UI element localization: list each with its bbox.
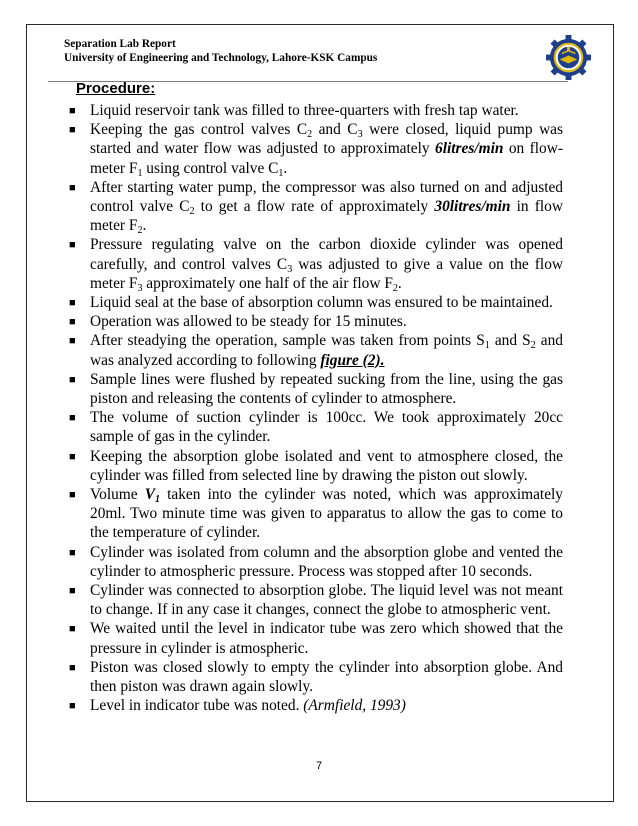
list-item: ■ The volume of suction cylinder is 100cc. We took approximately 20cc sample of gas in the cylinder. — [69, 409, 563, 446]
list-item: ■ Volume $V_1$ taken into the cylinder was noted, which was approximately 20ml. Two minute time was given to apparatus to allow the gas to come to the temperature of cylinder. — [69, 486, 564, 542]
list-item: ■ Piston was closed slowly to empty the cylinder into absorption globe. And then piston was drawn again slowly. — [69, 658, 563, 696]
list-item: ■ Pressure regulating valve on the carbon dioxide cylinder was opened carefully, and control valves $C_3$ was adjusted to give a value on the flow meter $F_3$ approximately one half of the air flow $F_2$. — [69, 236, 563, 294]
square-bullet-icon: ■ — [69, 181, 76, 194]
square-bullet-icon: ■ — [69, 623, 76, 636]
running-header — [64, 37, 377, 65]
list-item: ■ Keeping the gas control valves $C_2$ and $C_3$ were closed, liquid pump was started and water flow was adjusted to approximately 6litres/min on flow-meter $F_1$ using control valve $C_1$. — [69, 121, 564, 179]
list-item: ■ Level in indicator tube was noted. (Armfield, 1993) — [90, 696, 563, 715]
flow-rate-emphasis: 30litres/min — [434, 198, 511, 216]
square-bullet-icon: ■ — [69, 316, 76, 329]
list-item: ■ Liquid seal at the base of absorption column was ensured to be maintained. — [90, 293, 563, 312]
list-item: ■ Cylinder was connected to absorption globe. The liquid level was not meant to change. If in any case it changes, connect the globe to atmospheric vent. — [69, 582, 563, 619]
university-seal-icon — [545, 34, 592, 81]
citation: (Armfield, 1993) — [303, 697, 406, 715]
header-report-title: Separation Lab Report — [64, 38, 176, 50]
page-number: 7 — [315, 760, 323, 772]
list-item: ■ After starting water pump, the compressor was also turned on and adjusted control valve $C_2$ to get a flow rate of approximately 30litres/min in flow meter $F_2$. — [69, 178, 563, 237]
procedure-list — [69, 101, 564, 716]
header-institution: University of Engineering and Technology, Lahore-KSK Campus — [64, 52, 378, 64]
square-bullet-icon: ■ — [69, 412, 76, 425]
figure-reference: figure (2). — [320, 351, 385, 369]
square-bullet-icon: ■ — [69, 450, 76, 463]
list-item: ■ After steadying the operation, sample was taken from points $S_1$ and $S_2$ and was analyzed according to following figure (2). — [69, 332, 563, 369]
square-bullet-icon: ■ — [69, 335, 76, 348]
square-bullet-icon: ■ — [69, 546, 76, 559]
square-bullet-icon: ■ — [69, 297, 76, 310]
square-bullet-icon: ■ — [69, 373, 76, 386]
square-bullet-icon: ■ — [69, 239, 76, 252]
square-bullet-icon: ■ — [69, 105, 76, 117]
square-bullet-icon: ■ — [69, 585, 76, 598]
list-item: ■ Liquid reservoir tank was filled to three-quarters with fresh tap water. — [90, 101, 563, 120]
list-item: ■ We waited until the level in indicator tube was zero which showed that the pressure in cylinder is atmospheric. — [69, 620, 563, 657]
square-bullet-icon: ■ — [69, 700, 76, 713]
square-bullet-icon: ■ — [69, 489, 76, 502]
volume-symbol: V — [144, 486, 155, 504]
flow-rate-emphasis: 6litres/min — [435, 140, 504, 158]
section-title: Procedure: — [76, 80, 156, 97]
square-bullet-icon: ■ — [69, 661, 76, 674]
list-item: ■ Operation was allowed to be steady for 15 minutes. — [90, 312, 563, 331]
square-bullet-icon: ■ — [69, 124, 76, 137]
list-item: ■ Keeping the absorption globe isolated and vent to atmosphere closed, the cylinder was filled from selected line by drawing the piston out slowly. — [69, 447, 563, 484]
list-item: ■ Cylinder was isolated from column and the absorption globe and vented the cylinder to atmospheric pressure. Process was stopped after 10 seconds. — [69, 543, 563, 580]
list-item: ■ Sample lines were flushed by repeated sucking from the line, using the gas piston and releasing the contents of cylinder to atmosphere. — [69, 370, 563, 408]
